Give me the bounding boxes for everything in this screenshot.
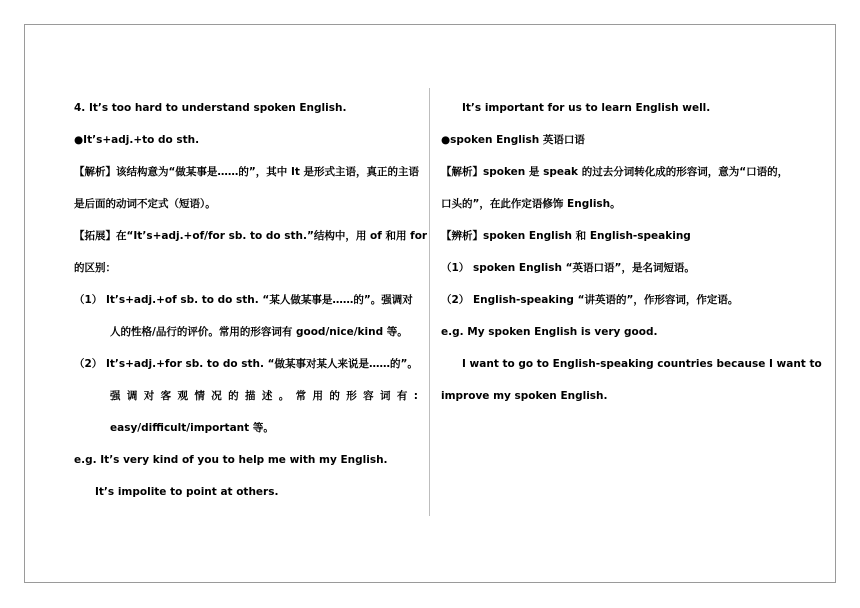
left-line-6: 的区别： [74, 262, 116, 274]
right-line-5: 【辨析】spoken English 和 English-speaking [441, 230, 691, 242]
right-line-8: e.g. My spoken English is very good. [441, 326, 658, 338]
right-line-7: （2） English-speaking “讲英语的”，作形容词，作定语。 [441, 294, 739, 306]
left-justified-line: 强 调 对 客 观 情 况 的 描 述 。 常 用 的 形 容 词 有 : [110, 390, 418, 402]
left-line-11: e.g. It’s very kind of you to help me with my English. [74, 454, 388, 466]
right-line-1: It’s important for us to learn English well. [462, 102, 711, 114]
left-line-10: easy/difficult/important 等。 [110, 422, 274, 434]
right-line-2: ●spoken English 英语口语 [441, 134, 585, 146]
left-line-7: （1） It’s+adj.+of sb. to do sth. “某人做某事是……的”。强调对 [74, 294, 413, 306]
left-line-12: It’s impolite to point at others. [95, 486, 279, 498]
left-line-2: ●It’s+adj.+to do sth. [74, 134, 200, 146]
left-line-8: 人的性格/品行的评价。常用的形容词有 good/nice/kind 等。 [110, 326, 408, 338]
left-line-1: 4. It’s too hard to understand spoken English. [74, 102, 347, 114]
right-line-3: 【解析】spoken 是 speak 的过去分词转化成的形容词，意为“口语的， [441, 166, 789, 178]
left-line-9: （2） It’s+adj.+for sb. to do sth. “做某事对某人来说是……的”。 [74, 358, 418, 370]
right-line-9: I want to go to English-speaking countries because I want to [462, 358, 822, 370]
right-line-10: improve my spoken English. [441, 390, 608, 402]
column-divider [429, 88, 430, 516]
right-line-6: （1） spoken English “英语口语”，是名词短语。 [441, 262, 695, 274]
left-line-5: 【拓展】在“It’s+adj.+of/for sb. to do sth.”结构中，用 of 和用 for [74, 230, 428, 242]
right-line-4: 口头的”，在此作定语修饰 English。 [441, 198, 621, 210]
left-line-4: 是后面的动词不定式（短语）。 [74, 198, 216, 210]
left-line-3: 【解析】该结构意为“做某事是……的”，其中 It 是形式主语，真正的主语 [74, 166, 420, 178]
